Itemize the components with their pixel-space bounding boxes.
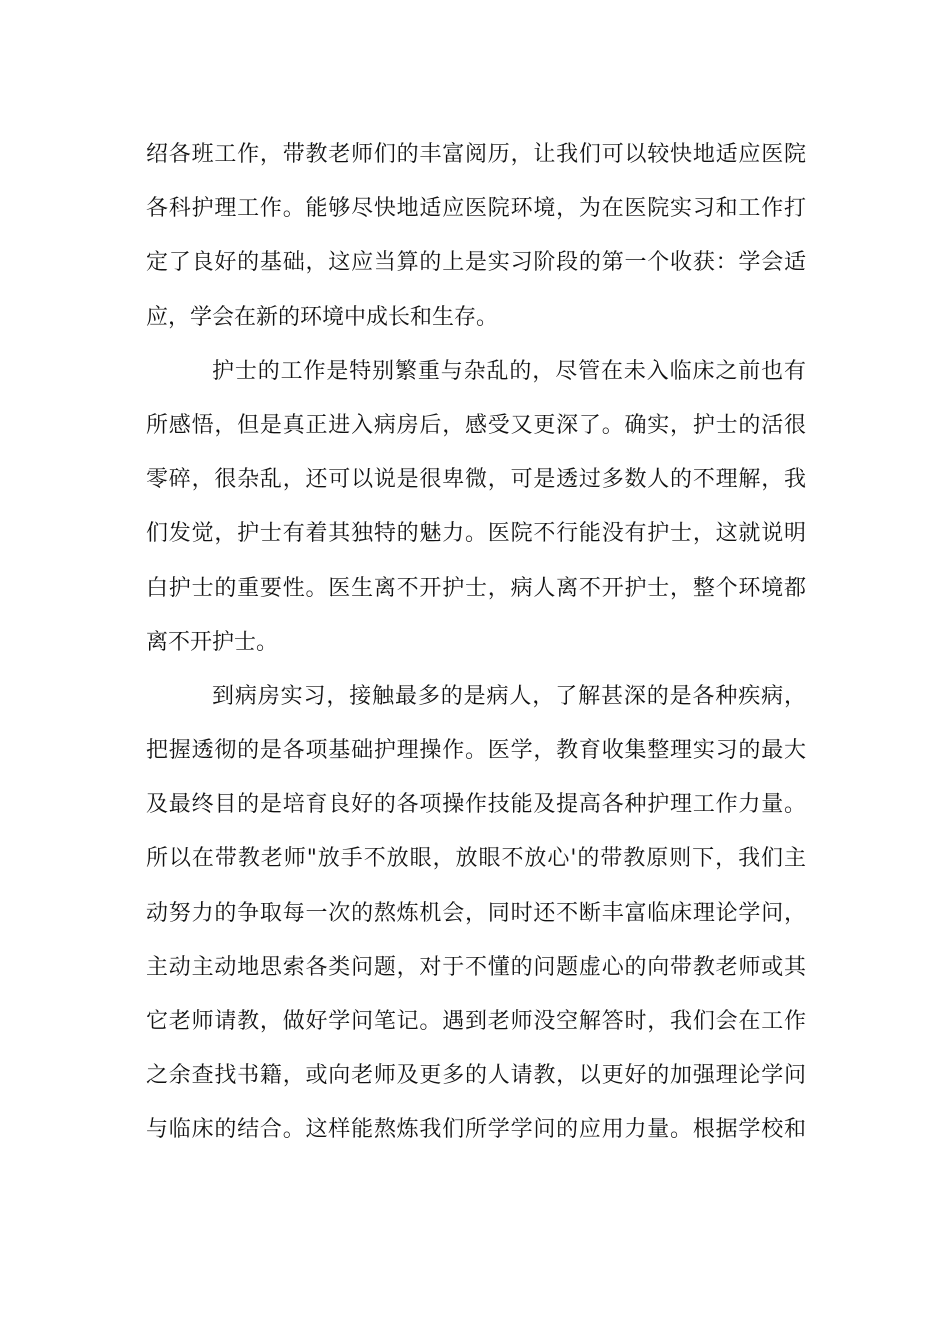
text-line: 所感悟，但是真正进入病房后，感受又更深了。确实，护士的活很 <box>146 412 806 438</box>
text-line: 定了良好的基础，这应当算的上是实习阶段的第一个收获：学会适 <box>146 250 806 276</box>
text-line: 主动主动地思索各类问题，对于不懂的问题虚心的向带教老师或其 <box>146 954 806 980</box>
text-line: 及最终目的是培育良好的各项操作技能及提高各种护理工作力量。 <box>146 792 806 818</box>
body-text <box>146 128 806 1158</box>
text-line: 离不开护士。 <box>146 629 279 655</box>
text-line: 们发觉，护士有着其独特的魅力。医院不行能没有护士，这就说明 <box>146 521 806 547</box>
text-line: 把握透彻的是各项基础护理操作。医学，教育收集整理实习的最大 <box>146 738 806 764</box>
text-line: 护士的工作是特别繁重与杂乱的，尽管在未入临床之前也有 <box>212 358 806 384</box>
text-line: 它老师请教，做好学问笔记。遇到老师没空解答时，我们会在工作 <box>146 1009 806 1034</box>
text-line: 应，学会在新的环境中成长和生存。 <box>146 304 499 330</box>
text-line: 动努力的争取每一次的熬炼机会，同时还不断丰富临床理论学问， <box>146 900 806 926</box>
text-line: 白护士的重要性。医生离不开护士，病人离不开护士，整个环境都 <box>146 575 806 601</box>
text-line: 绍各班工作，带教老师们的丰富阅历，让我们可以较快地适应医院 <box>146 142 806 167</box>
text-line: 到病房实习，接触最多的是病人，了解甚深的是各种疾病， <box>212 683 806 709</box>
text-line: 零碎，很杂乱，还可以说是很卑微，可是透过多数人的不理解，我 <box>146 467 806 493</box>
text-line: 之余查找书籍，或向老师及更多的人请教，以更好的加强理论学问 <box>146 1063 806 1089</box>
text-line: 各科护理工作。能够尽快地适应医院环境，为在医院实习和工作打 <box>146 196 806 222</box>
text-line: 所以在带教老师"放手不放眼，放眼不放心'的带教原则下，我们主 <box>146 846 806 872</box>
text-line: 与临床的结合。这样能熬炼我们所学学问的应用力量。根据学校和 <box>146 1117 806 1143</box>
